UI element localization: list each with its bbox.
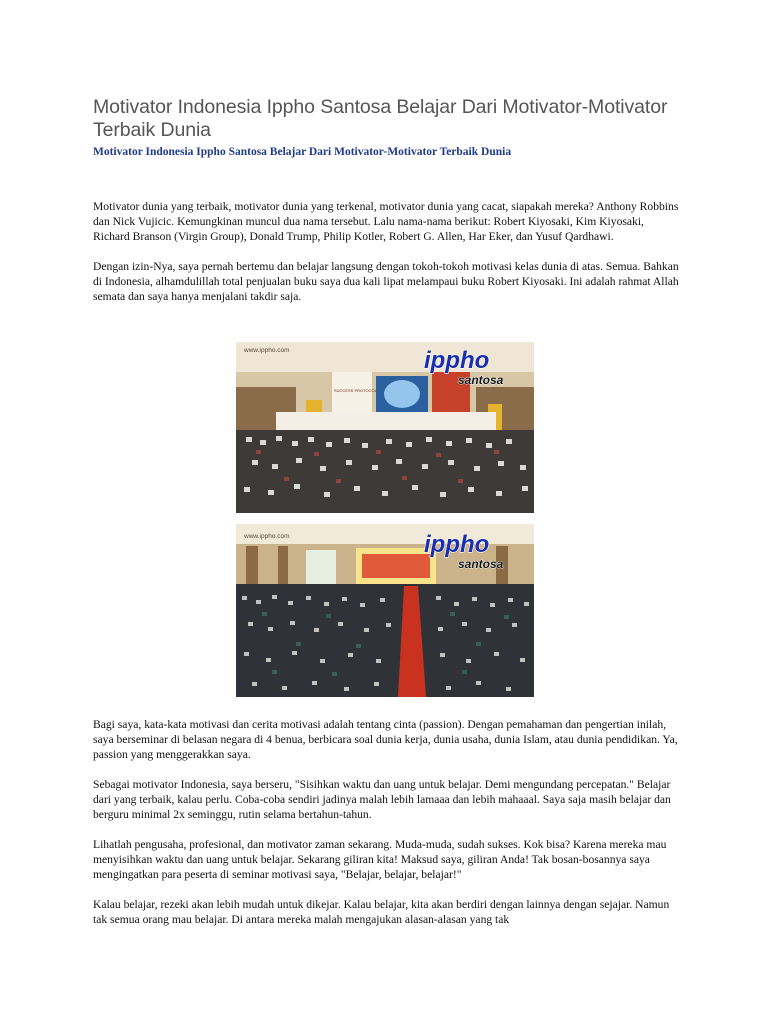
seminar-photo-1 — [236, 342, 534, 513]
paragraph-2: Dengan izin-Nya, saya pernah bertemu dan belajar langsung dengan tokoh-tokoh motivasi kelas dunia di atas. Semua. Bahkan di Indonesia, alhamdulillah total penjualan buku saya dua kali lipat melampaui buku Robert Kiyosaki. Ini adalah rahmat Allah semata dan saya hanya menjalani takdir saja. — [93, 260, 679, 303]
logo-ippho-1: ippho — [424, 347, 490, 374]
paragraph-4 — [93, 777, 679, 822]
article-top — [93, 96, 679, 304]
motivator-indonesia-link[interactable]: motivator Indonesia — [132, 778, 226, 791]
stage-screen-text: SUCCESS PROTOCOL — [334, 388, 377, 393]
paragraph-1-text-a: Motivator dunia yang terbaik, motivator dunia yang terkenal, — [93, 200, 380, 213]
article-subtitle-link[interactable]: Motivator Indonesia Ippho Santosa Belajar Dari Motivator-Motivator Terbaik Dunia — [93, 146, 512, 158]
paragraph-1-text-b: yang cacat, siapakah mereka? Anthony Robbins dan Nick Vujicic. Kemungkinan muncul dua nama tersebut. Lalu nama-nama berikut: Robert Kiyosaki, Kim Kiyosaki, Richard Branson (Virgin Group), Donald Trump, Philip Kotler, Robert G. Allen, Har Eker, dan Yusuf Qardhawi. — [93, 200, 679, 243]
paragraph-5: Lihatlah pengusaha, profesional, dan motivator zaman sekarang. Muda-muda, sudah sukses. Kok bisa? Karena mereka mau menyisihkan waktu dan uang untuk belajar. Sekarang giliran kita! Maksud saya, giliran Anda! Tak bosan-bosannya saya mengingatkan para peserta di seminar motivasi saya, "Belajar, belajar, belajar!" — [93, 838, 667, 881]
watermark-2: www.ippho.com — [244, 533, 290, 540]
paragraph-4-text-a: Sebagai — [93, 778, 133, 791]
watermark-1: www.ippho.com — [244, 347, 290, 354]
seminar-photo-2 — [236, 524, 534, 697]
page-title: Motivator Indonesia Ippho Santosa Belajar Dari Motivator-Motivator Terbaik Dunia — [93, 96, 668, 141]
paragraph-6: Kalau belajar, rezeki akan lebih mudah untuk dikejar. Kalau belajar, kita akan berdiri dengan lainnya dengan sejajar. Namun tak semua orang mau belajar. Di antara mereka malah mengajukan alasan-alasan yang tak — [93, 898, 670, 926]
logo-santosa-1: santosa — [458, 373, 504, 387]
article-bottom — [93, 717, 679, 927]
logo-santosa-2: santosa — [458, 557, 504, 571]
logo-ippho-2: ippho — [424, 531, 490, 558]
motivator-dunia-link[interactable]: motivator dunia — [379, 200, 454, 213]
paragraph-1 — [93, 199, 679, 244]
paragraph-4-text-b: , saya berseru, "Sisihkan waktu dan uang untuk belajar. Demi mengundang percepatan." Belajar dari yang terbaik, kalau perlu. Coba-coba sendiri jadinya malah lebih lamaaa dan lebih mahaaal. Saya saja masih belajar dan berguru minimal 2x seminggu, rutin selama bertahun-tahun. — [93, 778, 671, 821]
paragraph-3: Bagi saya, kata-kata motivasi dan cerita motivasi adalah tentang cinta (passion). Dengan pemahaman dan pengertian inilah, saya berseminar di belasan negara di 4 benua, berbicara soal dunia kerja, dunia usaha, dunia Islam, atau dunia pendidikan. Ya, passion yang menggerakkan saya. — [93, 718, 678, 761]
